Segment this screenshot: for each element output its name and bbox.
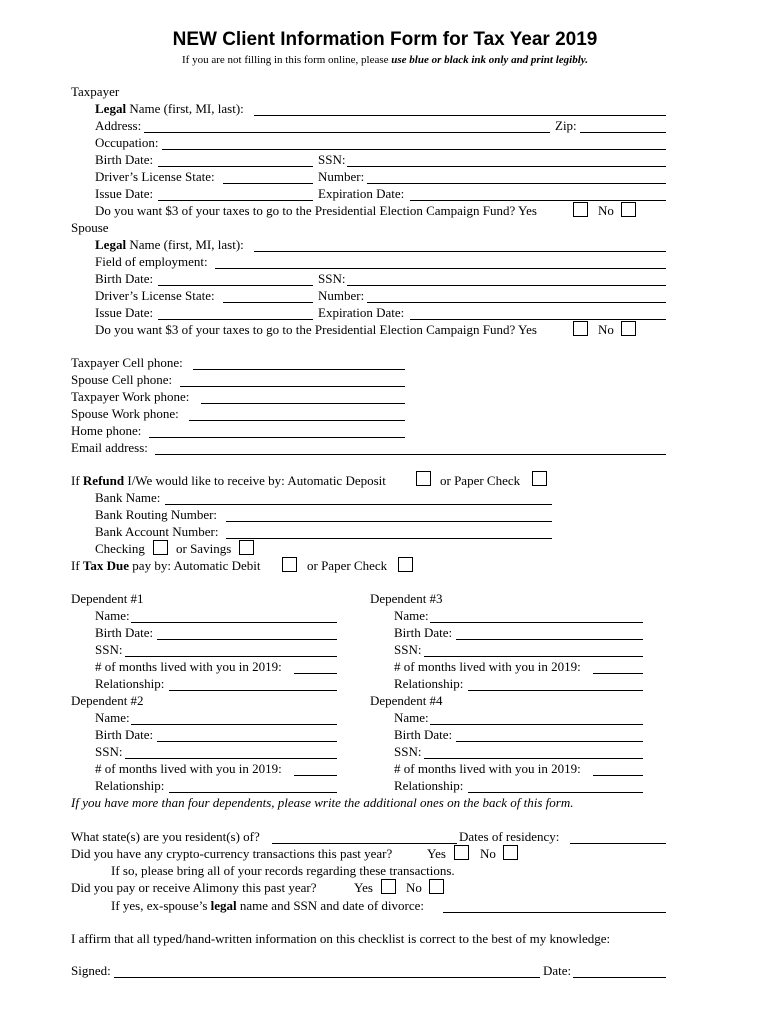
refund-automatic-deposit-checkbox[interactable] bbox=[416, 471, 431, 486]
spouse-field-of-employment-field[interactable] bbox=[215, 268, 666, 269]
taxpayer-work-phone-label: Taxpayer Work phone: bbox=[71, 389, 190, 404]
spouse-birth-date-field[interactable] bbox=[158, 285, 313, 286]
taxpayer-campaign-yes-checkbox[interactable] bbox=[573, 202, 588, 217]
dependent-2-ssn-field[interactable] bbox=[125, 758, 337, 759]
tax-due-paper-check-label: or Paper Check bbox=[307, 558, 388, 573]
legal-bold: Legal bbox=[95, 237, 127, 252]
page-title: NEW Client Information Form for Tax Year 2019 bbox=[172, 29, 598, 50]
bank-name-field[interactable] bbox=[165, 504, 552, 505]
dependent-2-birth-field[interactable] bbox=[157, 741, 337, 742]
dependent-3-ssn-field[interactable] bbox=[424, 656, 643, 657]
ex-spouse-rest: name and SSN and date of divorce: bbox=[236, 898, 425, 913]
signed-label: Signed: bbox=[71, 963, 111, 978]
dependent-1-name-label: Name: bbox=[95, 608, 130, 623]
crypto-note: If so, please bring all of your records regarding these transactions. bbox=[111, 863, 455, 878]
spouse-ssn-label: SSN: bbox=[318, 271, 346, 286]
taxpayer-occupation-label: Occupation: bbox=[95, 135, 159, 150]
ex-spouse-field[interactable] bbox=[443, 912, 666, 913]
taxpayer-birth-date-label: Birth Date: bbox=[95, 152, 154, 167]
signature-field[interactable] bbox=[114, 977, 540, 978]
date-label: Date: bbox=[543, 963, 572, 978]
checking-checkbox[interactable] bbox=[153, 540, 168, 555]
taxpayer-dl-state-field[interactable] bbox=[223, 183, 313, 184]
dependent-2-ssn-label: SSN: bbox=[95, 744, 123, 759]
dependent-1-months-label: # of months lived with you in 2019: bbox=[95, 659, 282, 674]
residency-dates-label: Dates of residency: bbox=[459, 829, 560, 844]
legal-rest: Name (first, MI, last): bbox=[126, 101, 244, 116]
taxpayer-campaign-question: Do you want $3 of your taxes to go to the Presidential Election Campaign Fund? Yes bbox=[95, 203, 537, 218]
dependent-1-birth-field[interactable] bbox=[157, 639, 337, 640]
dependent-3-months-label: # of months lived with you in 2019: bbox=[394, 659, 581, 674]
dependent-1-heading: Dependent #1 bbox=[71, 591, 144, 606]
taxpayer-expiration-field[interactable] bbox=[410, 200, 666, 201]
spouse-expiration-field[interactable] bbox=[410, 319, 666, 320]
spouse-campaign-no-label: No bbox=[598, 322, 614, 337]
spouse-field-of-employment-label: Field of employment: bbox=[95, 254, 208, 269]
spouse-dl-number-label: Number: bbox=[318, 288, 365, 303]
taxpayer-address-field[interactable] bbox=[144, 132, 550, 133]
savings-label: or Savings bbox=[176, 541, 232, 556]
dependent-3-relationship-label: Relationship: bbox=[394, 676, 464, 691]
tax-due-automatic-debit-checkbox[interactable] bbox=[282, 557, 297, 572]
bank-routing-label: Bank Routing Number: bbox=[95, 507, 218, 522]
taxpayer-zip-label: Zip: bbox=[555, 118, 577, 133]
crypto-no-label: No bbox=[480, 846, 496, 861]
ex-spouse-label bbox=[111, 898, 424, 914]
tax-due-label bbox=[71, 558, 260, 574]
subtitle-emphasis: use blue or black ink only and print legibly. bbox=[391, 54, 588, 66]
taxpayer-work-phone-field[interactable] bbox=[201, 403, 405, 404]
subtitle-text: If you are not filling in this form online, please bbox=[182, 54, 392, 66]
alimony-no-checkbox[interactable] bbox=[429, 879, 444, 894]
dependent-3-relationship-field[interactable] bbox=[468, 690, 643, 691]
spouse-ssn-field[interactable] bbox=[347, 285, 666, 286]
savings-checkbox[interactable] bbox=[239, 540, 254, 555]
dependent-1-birth-label: Birth Date: bbox=[95, 625, 154, 640]
dependent-4-birth-label: Birth Date: bbox=[394, 727, 453, 742]
spouse-campaign-question: Do you want $3 of your taxes to go to the Presidential Election Campaign Fund? Yes bbox=[95, 322, 537, 337]
dependent-2-months-label: # of months lived with you in 2019: bbox=[95, 761, 282, 776]
taxpayer-legal-name-label bbox=[95, 101, 244, 117]
spouse-dl-number-field[interactable] bbox=[367, 302, 666, 303]
dependent-1-months-field[interactable] bbox=[294, 673, 337, 674]
legal-rest: Name (first, MI, last): bbox=[126, 237, 244, 252]
refund-label bbox=[71, 473, 386, 489]
ex-spouse-pre: If yes, ex-spouse’s bbox=[111, 898, 211, 913]
crypto-question: Did you have any crypto-currency transactions this past year? bbox=[71, 846, 393, 861]
date-field[interactable] bbox=[573, 977, 666, 978]
spouse-dl-state-field[interactable] bbox=[223, 302, 313, 303]
dependent-4-name-field[interactable] bbox=[430, 724, 643, 725]
taxpayer-ssn-field[interactable] bbox=[347, 166, 666, 167]
taxpayer-birth-date-field[interactable] bbox=[158, 166, 313, 167]
dependent-1-ssn-field[interactable] bbox=[125, 656, 337, 657]
email-address-field[interactable] bbox=[155, 454, 666, 455]
affirmation-text: I affirm that all typed/hand-written information on this checklist is correct to the best of my knowledge: bbox=[71, 931, 611, 946]
taxpayer-dl-number-label: Number: bbox=[318, 169, 365, 184]
taxpayer-address-label: Address: bbox=[95, 118, 142, 133]
taxpayer-ssn-label: SSN: bbox=[318, 152, 346, 167]
bank-account-field[interactable] bbox=[226, 538, 552, 539]
taxpayer-cell-phone-field[interactable] bbox=[193, 369, 405, 370]
tax-due-rest: pay by: Automatic Debit bbox=[129, 558, 261, 573]
tax-due-paper-check-checkbox[interactable] bbox=[398, 557, 413, 572]
dependent-2-name-label: Name: bbox=[95, 710, 130, 725]
taxpayer-occupation-field[interactable] bbox=[162, 149, 666, 150]
bank-account-label: Bank Account Number: bbox=[95, 524, 219, 539]
dependent-3-birth-label: Birth Date: bbox=[394, 625, 453, 640]
dependent-3-name-field[interactable] bbox=[430, 622, 643, 623]
dependent-2-birth-label: Birth Date: bbox=[95, 727, 154, 742]
dependent-4-heading: Dependent #4 bbox=[370, 693, 443, 708]
dependent-4-ssn-field[interactable] bbox=[424, 758, 643, 759]
dependent-3-heading: Dependent #3 bbox=[370, 591, 443, 606]
dependent-4-relationship-label: Relationship: bbox=[394, 778, 464, 793]
alimony-yes-checkbox[interactable] bbox=[381, 879, 396, 894]
dependent-4-months-label: # of months lived with you in 2019: bbox=[394, 761, 581, 776]
spouse-legal-name-label bbox=[95, 237, 244, 253]
spouse-expiration-label: Expiration Date: bbox=[318, 305, 405, 320]
dependent-4-birth-field[interactable] bbox=[456, 741, 643, 742]
residency-dates-field[interactable] bbox=[570, 843, 666, 844]
dependent-2-relationship-label: Relationship: bbox=[95, 778, 165, 793]
taxpayer-cell-phone-label: Taxpayer Cell phone: bbox=[71, 355, 183, 370]
spouse-campaign-yes-checkbox[interactable] bbox=[573, 321, 588, 336]
taxpayer-heading: Taxpayer bbox=[71, 84, 120, 99]
spouse-work-phone-label: Spouse Work phone: bbox=[71, 406, 179, 421]
spouse-cell-phone-label: Spouse Cell phone: bbox=[71, 372, 173, 387]
spouse-legal-name-field[interactable] bbox=[254, 251, 666, 252]
taxpayer-expiration-label: Expiration Date: bbox=[318, 186, 405, 201]
alimony-question: Did you pay or receive Alimony this past year? bbox=[71, 880, 317, 895]
dependent-2-name-field[interactable] bbox=[131, 724, 337, 725]
taxpayer-dl-state-label: Driver’s License State: bbox=[95, 169, 215, 184]
taxpayer-issue-date-label: Issue Date: bbox=[95, 186, 154, 201]
dependent-4-months-field[interactable] bbox=[593, 775, 643, 776]
refund-paper-check-label: or Paper Check bbox=[440, 473, 521, 488]
taxpayer-issue-date-field[interactable] bbox=[158, 200, 313, 201]
taxpayer-dl-number-field[interactable] bbox=[367, 183, 666, 184]
dependent-4-name-label: Name: bbox=[394, 710, 429, 725]
refund-paper-check-checkbox[interactable] bbox=[532, 471, 547, 486]
tax-due-pre: If bbox=[71, 558, 83, 573]
dependent-3-name-label: Name: bbox=[394, 608, 429, 623]
bank-name-label: Bank Name: bbox=[95, 490, 161, 505]
tax-due-bold: Tax Due bbox=[82, 558, 130, 573]
taxpayer-zip-field[interactable] bbox=[580, 132, 666, 133]
dependent-3-ssn-label: SSN: bbox=[394, 642, 422, 657]
home-phone-field[interactable] bbox=[149, 437, 405, 438]
spouse-issue-date-label: Issue Date: bbox=[95, 305, 154, 320]
dependent-1-ssn-label: SSN: bbox=[95, 642, 123, 657]
page-subtitle bbox=[0, 52, 770, 68]
crypto-yes-checkbox[interactable] bbox=[454, 845, 469, 860]
home-phone-label: Home phone: bbox=[71, 423, 142, 438]
resident-states-label: What state(s) are you resident(s) of? bbox=[71, 829, 260, 844]
dependent-3-birth-field[interactable] bbox=[456, 639, 643, 640]
email-address-label: Email address: bbox=[71, 440, 148, 455]
crypto-yes-label: Yes bbox=[427, 846, 446, 861]
dependent-4-relationship-field[interactable] bbox=[468, 792, 643, 793]
dependent-1-relationship-label: Relationship: bbox=[95, 676, 165, 691]
spouse-heading: Spouse bbox=[71, 220, 109, 235]
spouse-cell-phone-field[interactable] bbox=[180, 386, 405, 387]
refund-rest: I/We would like to receive by: Automatic Deposit bbox=[124, 473, 386, 488]
resident-states-field[interactable] bbox=[272, 843, 457, 844]
alimony-yes-label: Yes bbox=[354, 880, 373, 895]
dependent-1-relationship-field[interactable] bbox=[169, 690, 337, 691]
spouse-birth-date-label: Birth Date: bbox=[95, 271, 154, 286]
checking-label: Checking bbox=[95, 541, 145, 556]
spouse-work-phone-field[interactable] bbox=[189, 420, 405, 421]
dependent-2-months-field[interactable] bbox=[294, 775, 337, 776]
ex-spouse-bold: legal bbox=[210, 898, 237, 913]
taxpayer-campaign-no-label: No bbox=[598, 203, 614, 218]
dependent-2-heading: Dependent #2 bbox=[71, 693, 144, 708]
dependent-4-ssn-label: SSN: bbox=[394, 744, 422, 759]
dependent-2-relationship-field[interactable] bbox=[169, 792, 337, 793]
spouse-issue-date-field[interactable] bbox=[158, 319, 313, 320]
taxpayer-legal-name-field[interactable] bbox=[254, 115, 666, 116]
dependent-1-name-field[interactable] bbox=[131, 622, 337, 623]
dependents-note: If you have more than four dependents, please write the additional ones on the back of this form. bbox=[71, 795, 574, 810]
crypto-no-checkbox[interactable] bbox=[503, 845, 518, 860]
dependent-3-months-field[interactable] bbox=[593, 673, 643, 674]
refund-pre: If bbox=[71, 473, 83, 488]
taxpayer-campaign-no-checkbox[interactable] bbox=[621, 202, 636, 217]
bank-routing-field[interactable] bbox=[226, 521, 552, 522]
spouse-dl-state-label: Driver’s License State: bbox=[95, 288, 215, 303]
refund-bold: Refund bbox=[82, 473, 125, 488]
alimony-no-label: No bbox=[406, 880, 422, 895]
spouse-campaign-no-checkbox[interactable] bbox=[621, 321, 636, 336]
legal-bold: Legal bbox=[95, 101, 127, 116]
